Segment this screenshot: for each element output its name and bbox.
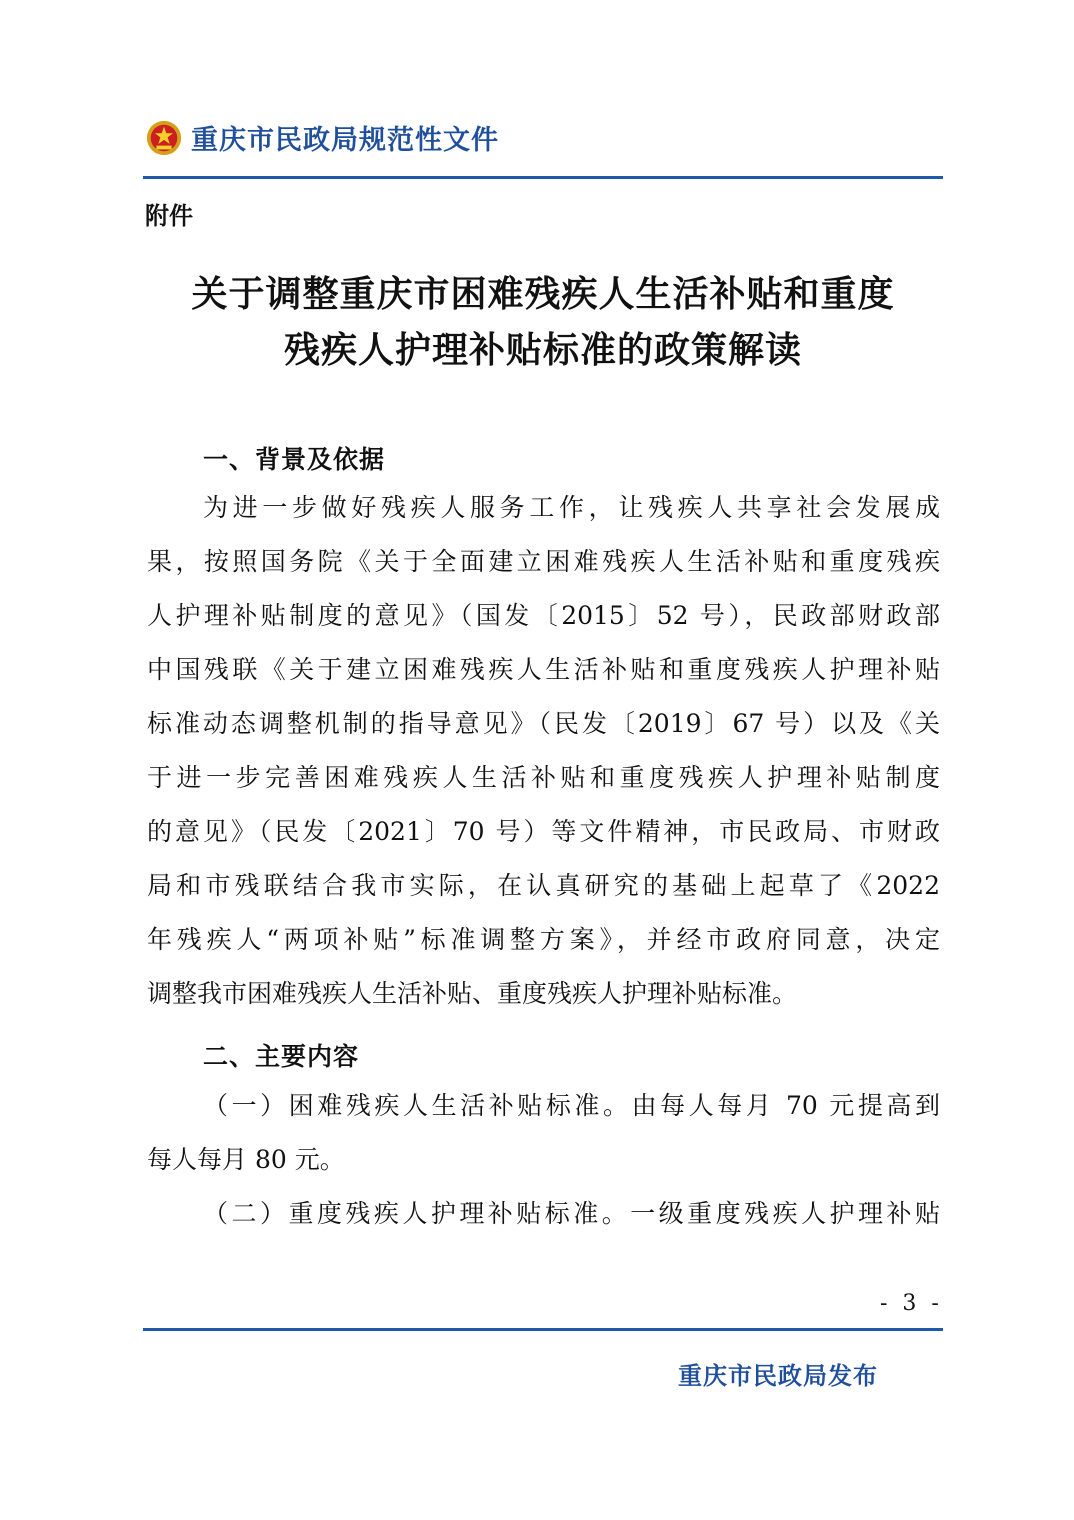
paragraph-line: 果，按照国务院《关于全面建立困难残疾人生活补贴和重度残疾 — [147, 547, 940, 576]
header-title: 重庆市民政局规范性文件 — [191, 125, 499, 156]
document-title-line-2: 残疾人护理补贴标准的政策解读 — [283, 329, 802, 371]
header-divider — [143, 176, 943, 179]
section-heading-main-content: 二、主要内容 — [203, 1042, 360, 1071]
paragraph-line: 中国残联《关于建立困难残疾人生活补贴和重度残疾人护理补贴 — [147, 655, 940, 684]
attachment-label: 附件 — [145, 202, 193, 230]
page-number: - 3 - — [880, 1291, 943, 1316]
national-emblem-icon — [145, 119, 183, 157]
footer-divider — [143, 1328, 943, 1331]
paragraph-line: 局和市残联结合我市实际，在认真研究的基础上起草了《2022 — [147, 871, 940, 900]
paragraph-line: 于进一步完善困难残疾人生活补贴和重度残疾人护理补贴制度 — [147, 763, 940, 792]
paragraph-line: 的意见》（民发〔2021〕70 号）等文件精神，市民政局、市财政 — [147, 817, 940, 846]
paragraph-line: （二）重度残疾人护理补贴标准。一级重度残疾人护理补贴 — [203, 1199, 940, 1228]
paragraph-line: 每人每月 80 元。 — [147, 1145, 345, 1174]
paragraph-line: 人护理补贴制度的意见》（国发〔2015〕52 号），民政部财政部 — [147, 601, 940, 630]
paragraph-line: 调整我市困难残疾人生活补贴、重度残疾人护理补贴标准。 — [147, 979, 798, 1008]
paragraph-line: 年残疾人“两项补贴”标准调整方案》，并经市政府同意，决定 — [147, 925, 940, 954]
document-header — [145, 118, 499, 157]
publisher-label: 重庆市民政局发布 — [678, 1362, 878, 1390]
paragraph-line: 为进一步做好残疾人服务工作，让残疾人共享社会发展成 — [203, 493, 940, 522]
paragraph-line: 标准动态调整机制的指导意见》（民发〔2019〕67 号）以及《关 — [147, 709, 940, 738]
paragraph-line: （一）困难残疾人生活补贴标准。由每人每月 70 元提高到 — [203, 1091, 940, 1120]
section-heading-background: 一、背景及依据 — [203, 445, 386, 474]
document-title-line-1: 关于调整重庆市困难残疾人生活补贴和重度 — [191, 273, 895, 315]
